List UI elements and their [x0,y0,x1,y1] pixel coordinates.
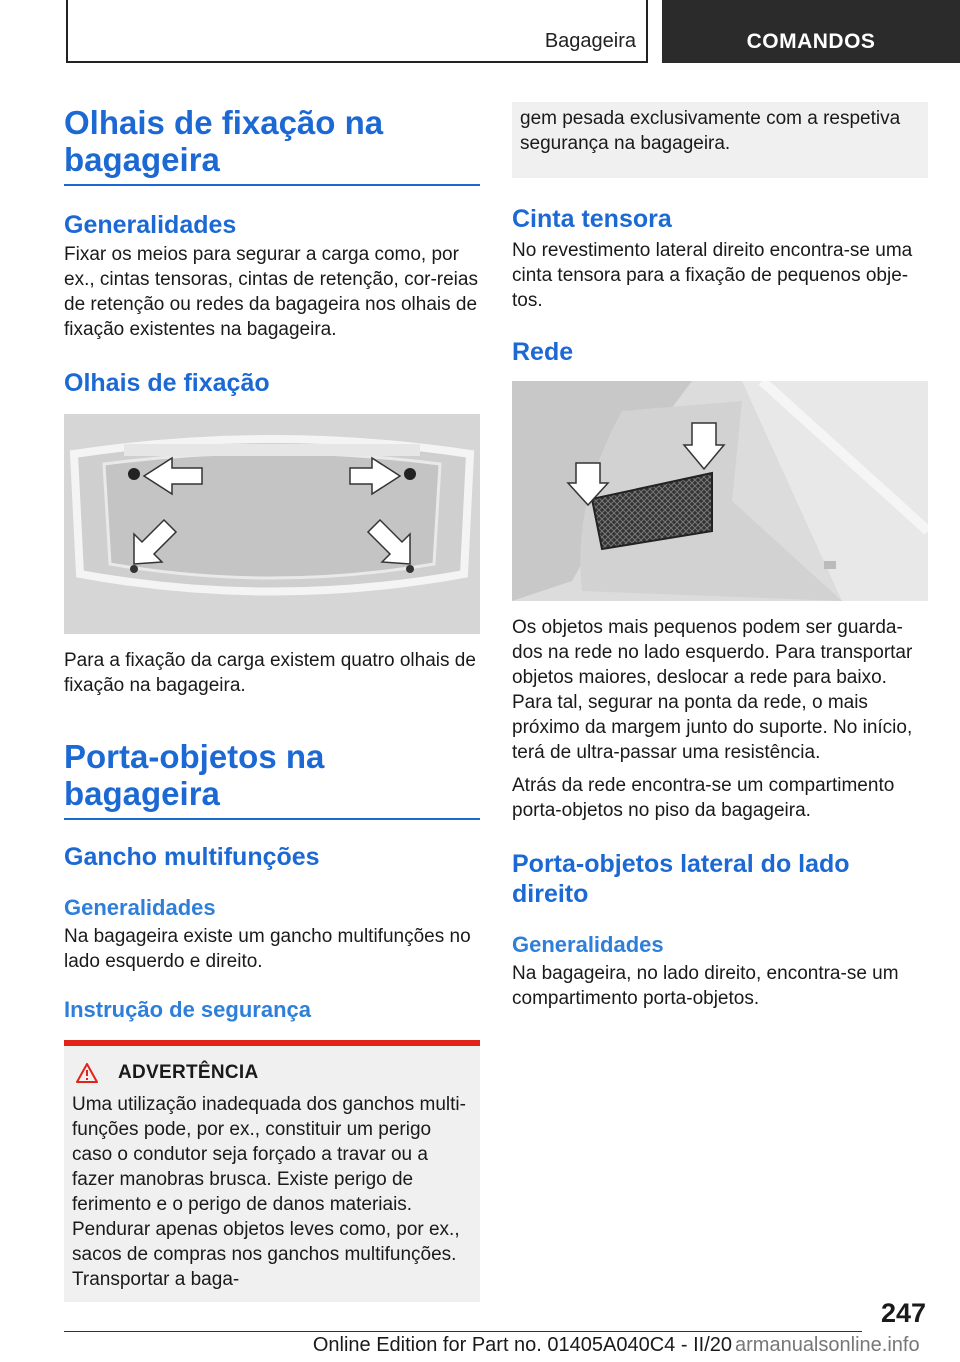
subheading-side-general: Generalidades [512,932,664,957]
warning-box-continued [512,102,928,178]
heading-net: Rede [512,338,574,366]
paragraph-general: Fixar os meios para segurar a carga como, por ex., cintas tensoras, cintas de retenção, cor-reias de retenção ou redes da bagageira nos olhais de fixação existentes na bagageira. [64,244,478,340]
heading-storage: Porta-objetos na bagageira [64,738,480,820]
warning-triangle-icon [76,1063,98,1083]
header-section-title: Bagageira [544,30,636,52]
paragraph-net-2: Atrás da rede encontra-se um compartimento porta-objetos no piso da bagageira. [512,775,895,821]
heading-eyelets: Olhais de fixação na bagageira [64,104,480,186]
warning-title: ADVERTÊNCIA [118,1062,259,1083]
footer-rule [64,1331,862,1332]
subheading-safety: Instrução de segurança [64,997,311,1022]
paragraph-side: Na bagageira, no lado direito, encontra-se um compartimento porta-objetos. [512,963,899,1009]
heading-side-storage: Porta-objetos lateral do lado direito [512,850,850,908]
edition-info: Online Edition for Part no. 01405A040C4 - II/20 [312,1334,732,1356]
subheading-general: Generalidades [64,895,216,920]
paragraph-eyelets: Para a fixação da carga existem quatro olhais de fixação na bagageira. [64,650,476,696]
warning-box [64,1040,480,1302]
heading-strap: Cinta tensora [512,205,672,233]
trunk-net-illustration [512,381,928,601]
heading-general: Generalidades [64,211,237,239]
warning-text: Uma utilização inadequada dos ganchos multi-funções pode, por ex., constituir um perigo caso o condutor seja forçado a travar ou a fazer manobras brusca. Existe perigo de ferimento e o perigo de danos materiais. Pendurar apenas objetos leves como, por ex., sacos de compras nos ganchos multifunções. Transportar a baga- [72,1094,466,1290]
paragraph-hook: Na bagageira existe um gancho multifunções no lado esquerdo e direito. [64,926,471,972]
trunk-net-image [512,381,928,601]
header-chapter-tab: COMANDOS [662,0,960,63]
heading-hook: Gancho multifunções [64,843,320,871]
trunk-eyelets-illustration [64,414,480,634]
page-number: 247 [880,1298,926,1328]
watermark: armanualsonline.info [735,1334,920,1356]
paragraph-strap: No revestimento lateral direito encontra-se uma cinta tensora para a fixação de pequenos obje-tos. [512,240,913,311]
warning-text-continued: gem pesada exclusivamente com a respetiva segurança na bagageira. [520,108,901,154]
heading-eyelets-sub: Olhais de fixação [64,369,270,397]
warning-header [72,1062,472,1084]
left-column [64,100,480,1302]
right-column [512,102,928,1011]
paragraph-net-1: Os objetos mais pequenos podem ser guarda-dos na rede no lado esquerdo. Para transportar objetos maiores, deslocar a rede para baixo. Para tal, segurar na ponta da rede, o mais próximo da margem junto do suporte. No início, terá de ultra-passar uma resistência. [512,617,913,763]
trunk-eyelets-image [64,414,480,634]
